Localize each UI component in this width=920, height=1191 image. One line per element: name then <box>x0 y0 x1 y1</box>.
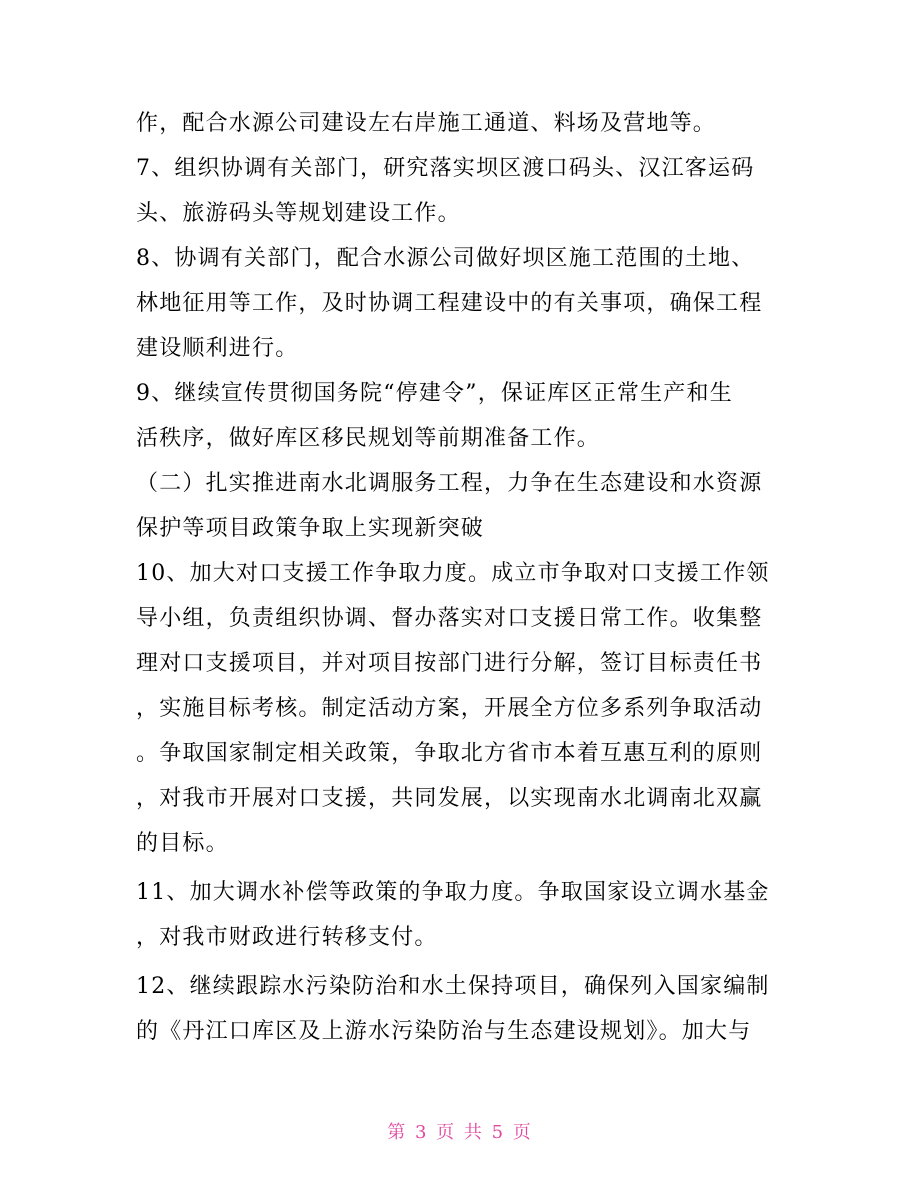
text-line: 9、继续宣传贯彻国务院“停建令”，保证库区正常生产和生 <box>136 381 733 406</box>
text-line: 12、继续跟踪水污染防治和水土保持项目，确保列入国家编制 <box>136 974 770 999</box>
page-number-footer: 第 3 页 共 5 页 <box>387 1122 533 1143</box>
text-line: ，对我市财政进行转移支付。 <box>136 925 438 950</box>
text-line: 林地征用等工作，及时协调工程建设中的有关事项，确保工程 <box>136 291 763 316</box>
text-line: ，对我市开展对口支援，共同发展，以实现南水北调南北双赢 <box>136 786 763 811</box>
text-line: 11、加大调水补偿等政策的争取力度。争取国家设立调水基金 <box>136 880 770 905</box>
document-body <box>136 101 800 1054</box>
text-line: 头、旅游码头等规划建设工作。 <box>136 201 461 226</box>
text-line: 的《丹江口库区及上游水污染防治与生态建设规划》。加大与 <box>136 1019 752 1044</box>
text-line: 7、组织协调有关部门，研究落实坝区渡口码头、汉江客运码 <box>136 156 755 181</box>
text-line: 10、加大对口支援工作争取力度。成立市争取对口支援工作领 <box>136 561 770 586</box>
text-line: 导小组，负责组织协调、督办落实对口支援日常工作。收集整 <box>136 606 763 631</box>
text-line: 理对口支援项目，并对项目按部门进行分解，签订目标责任书 <box>136 651 763 676</box>
text-line: 活秩序，做好库区移民规划等前期准备工作。 <box>136 426 601 451</box>
text-line: ，实施目标考核。制定活动方案，开展全方位多系列争取活动 <box>136 696 763 721</box>
text-line: 的目标。 <box>136 831 229 856</box>
section-heading-line: （二）扎实推进南水北调服务工程，力争在生态建设和水资源 <box>136 471 763 496</box>
text-line: 建设顺利进行。 <box>136 336 299 361</box>
text-line: 8、协调有关部门，配合水源公司做好坝区施工范围的土地、 <box>136 246 755 271</box>
text-line: 。争取国家制定相关政策，争取北方省市本着互惠互利的原则 <box>136 741 763 766</box>
text-line: 作，配合水源公司建设左右岸施工通道、料场及营地等。 <box>136 111 717 136</box>
section-heading-line: 保护等项目政策争取上实现新突破 <box>136 516 485 541</box>
